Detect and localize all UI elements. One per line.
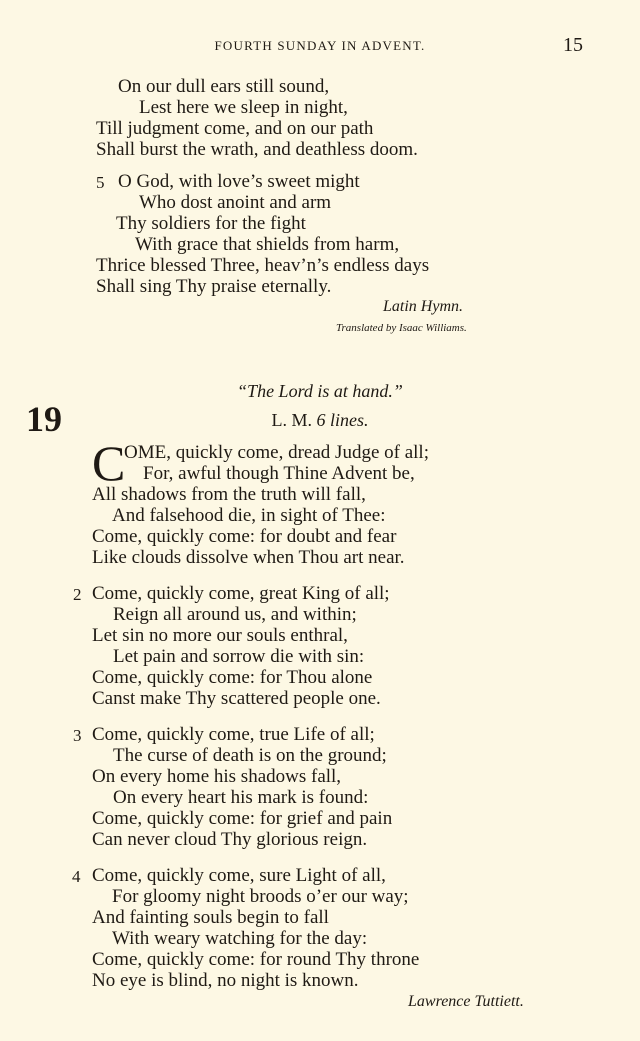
stanza-number: 5 xyxy=(96,173,105,192)
verse-line: OME, quickly come, dread Judge of all; xyxy=(124,442,429,463)
verse-line: With grace that shields from harm, xyxy=(135,234,400,255)
translator-credit: Translated by Isaac Williams. xyxy=(336,322,467,334)
verse-line: Come, quickly come: for round Thy throne xyxy=(92,949,420,970)
verse-line: Let pain and sorrow die with sin: xyxy=(113,646,365,667)
verse-line: Let sin no more our souls enthral, xyxy=(92,625,348,646)
verse-line: Thrice blessed Three, heav’n’s endless days xyxy=(96,255,430,276)
page-number: 15 xyxy=(563,34,583,56)
verse-line: Come, quickly come, true Life of all; xyxy=(92,724,375,745)
verse-line: Shall sing Thy praise eternally. xyxy=(96,276,332,297)
verse-line: Canst make Thy scattered people one. xyxy=(92,688,381,709)
stanza-number: 3 xyxy=(73,726,82,745)
verse-line: With weary watching for the day: xyxy=(112,928,368,949)
verse-line: Come, quickly come: for Thou alone xyxy=(92,667,373,688)
verse-line: The curse of death is on the ground; xyxy=(113,745,387,766)
verse-line: Like clouds dissolve when Thou art near. xyxy=(92,547,405,568)
verse-line: All shadows from the truth will fall, xyxy=(92,484,366,505)
verse-line: For gloomy night broods o’er our way; xyxy=(112,886,409,907)
verse-line: On every home his shadows fall, xyxy=(92,766,342,787)
verse-line: Thy soldiers for the fight xyxy=(116,213,306,234)
verse-line: Come, quickly come: for doubt and fear xyxy=(92,526,397,547)
verse-line: Come, quickly come: for grief and pain xyxy=(92,808,393,829)
stanza-number: 2 xyxy=(73,585,82,604)
verse-line: On our dull ears still sound, xyxy=(118,76,330,97)
drop-cap: C xyxy=(92,435,126,491)
meter-suffix: 6 lines. xyxy=(316,410,369,430)
verse-line: And falsehood die, in sight of Thee: xyxy=(112,505,386,526)
hymn-number: 19 xyxy=(26,399,62,439)
verse-line: Reign all around us, and within; xyxy=(113,604,357,625)
verse-line: Come, quickly come, sure Light of all, xyxy=(92,865,386,886)
verse-line: Who dost anoint and arm xyxy=(139,192,332,213)
hymn-title: “The Lord is at hand.” xyxy=(237,381,403,401)
verse-line: O God, with love’s sweet might xyxy=(118,171,360,192)
meter-prefix: L. M. xyxy=(271,410,312,430)
verse-line: Shall burst the wrath, and deathless doom. xyxy=(96,139,418,160)
hymn-source: Latin Hymn. xyxy=(383,298,463,315)
verse-line: Can never cloud Thy glorious reign. xyxy=(92,829,368,850)
verse-line: Lest here we sleep in night, xyxy=(139,97,348,118)
hymn-author: Lawrence Tuttiett. xyxy=(408,993,524,1010)
running-header: FOURTH SUNDAY IN ADVENT. xyxy=(214,38,426,53)
verse-line: Come, quickly come, great King of all; xyxy=(92,583,390,604)
stanza-number: 4 xyxy=(72,867,81,886)
verse-line: Till judgment come, and on our path xyxy=(96,118,374,139)
verse-line: No eye is blind, no night is known. xyxy=(92,970,359,991)
verse-line: On every heart his mark is found: xyxy=(113,787,369,808)
verse-line: And fainting souls begin to fall xyxy=(92,907,329,928)
hymn-meter xyxy=(0,410,640,431)
verse-line: For, awful though Thine Advent be, xyxy=(143,463,415,484)
